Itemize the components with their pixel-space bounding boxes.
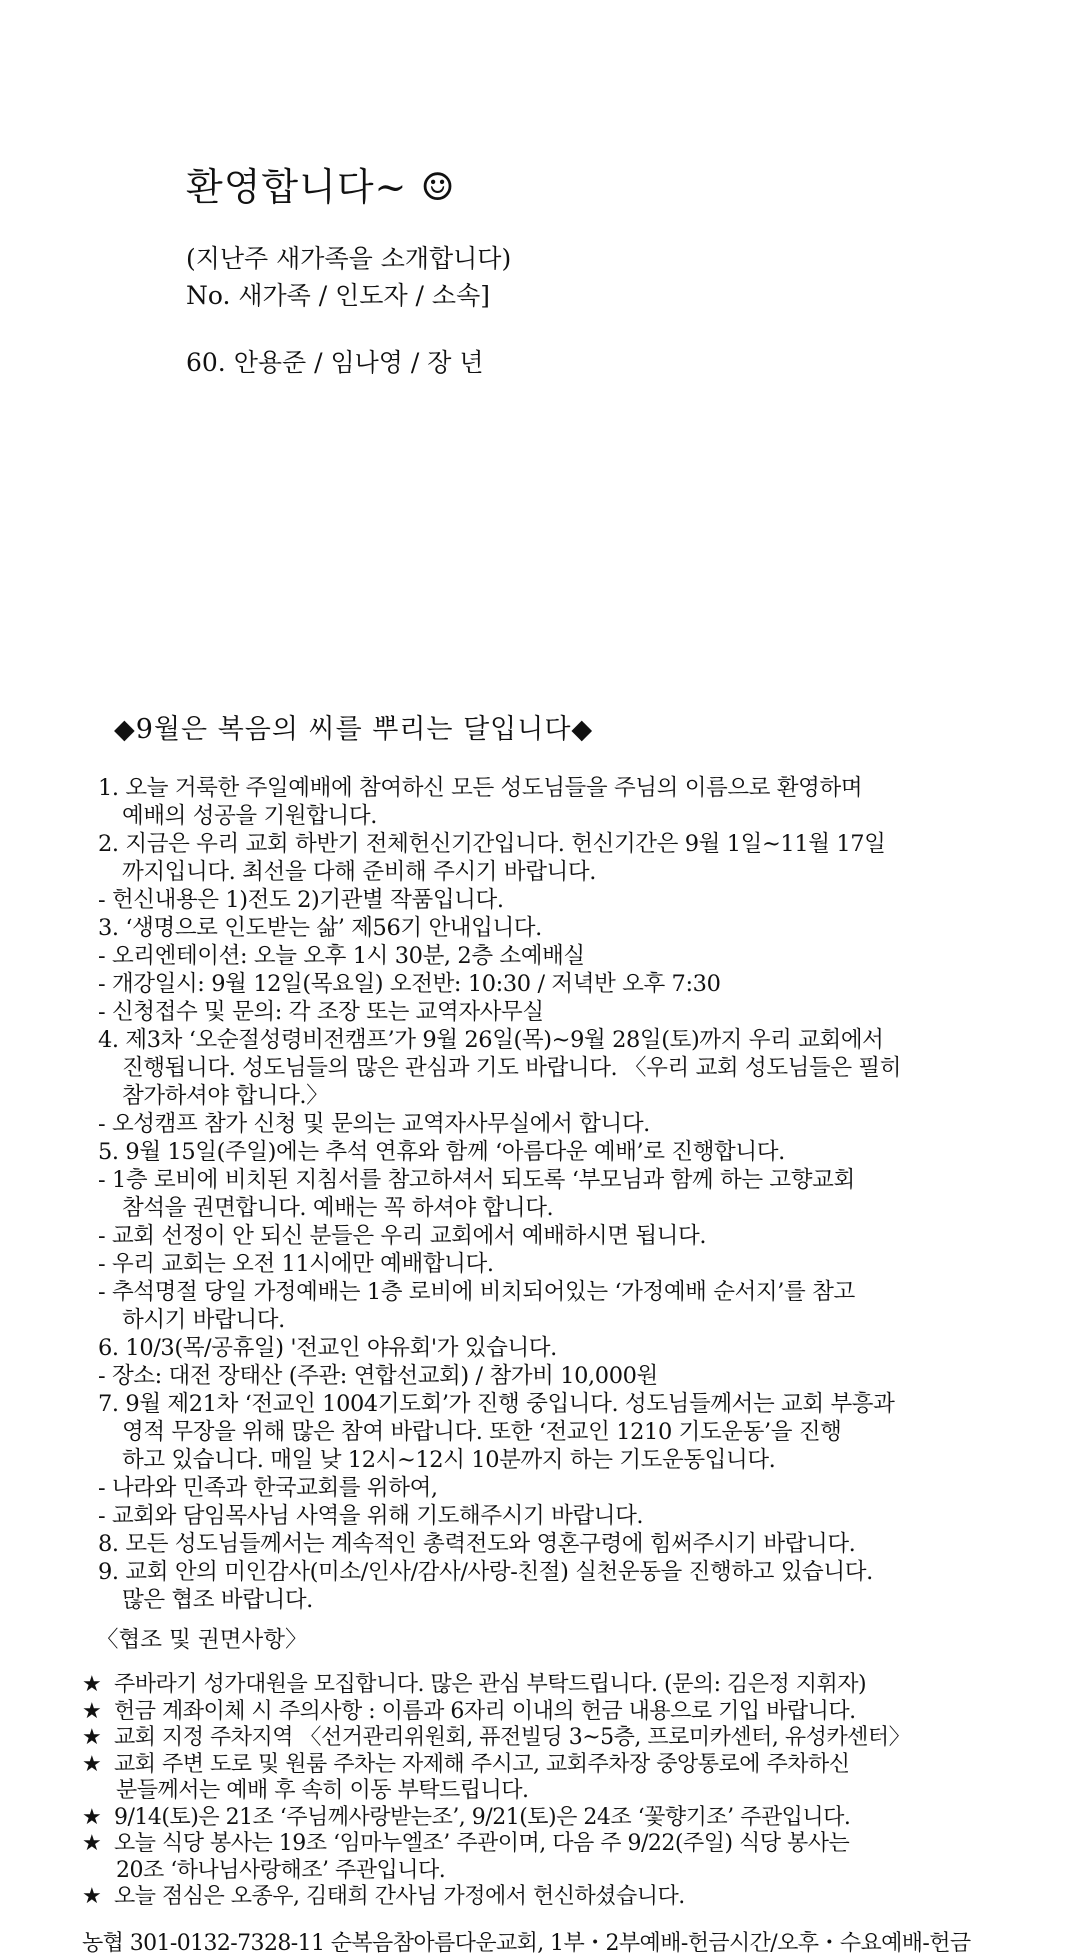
notice-item-3: 3. ‘생명으로 인도받는 삶’ 제56기 안내입니다. xyxy=(98,915,542,941)
welcome-section xyxy=(186,162,511,381)
notice-item-1: 1. 오늘 거룩한 주일예배에 참여하신 모든 성도님들을 주님의 이름으로 환영하며 xyxy=(98,775,863,801)
notice-subitem-cont: 하시기 바랍니다. xyxy=(122,1307,285,1333)
notice-item-7-cont: 하고 있습니다. 매일 낮 12시~12시 10분까지 하는 기도운동입니다. xyxy=(122,1447,776,1473)
notice-subitem: - 나라와 민족과 한국교회를 위하여, xyxy=(98,1475,438,1501)
notice-item-1-cont: 예배의 성공을 기원합니다. xyxy=(122,803,377,829)
cooperation-heading: 〈협조 및 권면사항〉 xyxy=(96,1627,308,1653)
new-family-entry: 60. 안용준 / 임나영 / 장 년 xyxy=(186,348,484,377)
notice-item-7-cont: 영적 무장을 위해 많은 참여 바랍니다. 또한 ‘전교인 1210 기도운동’을 진행 xyxy=(122,1419,842,1445)
cooperation-text: 오늘 점심은 오종우, 김태희 간사님 가정에서 헌신하셨습니다. xyxy=(114,1884,685,1909)
cooperation-item xyxy=(82,1805,976,1832)
notice-subitem: - 개강일시: 9월 12일(목요일) 오전반: 10:30 / 저녁반 오후 7:30 xyxy=(98,971,721,997)
cooperation-item xyxy=(82,1831,976,1858)
cooperation-item xyxy=(82,1725,976,1752)
cooperation-item-cont: 분들께서는 예배 후 속히 이동 부탁드립니다. xyxy=(116,1778,529,1803)
bank-account-info: 농협 301-0132-7328-11 순복음참아름다운교회, 1부・2부예배-헌금시간/오후・수요예배-헌금 xyxy=(82,1930,971,1956)
star-icon: ★ xyxy=(82,1672,102,1697)
notice-subitem: - 신청접수 및 문의: 각 조장 또는 교역자사무실 xyxy=(98,999,544,1025)
cooperation-item xyxy=(82,1884,976,1911)
notice-subitem: - 1층 로비에 비치된 지침서를 참고하셔서 되도록 ‘부모님과 함께 하는 고향교회 xyxy=(98,1167,855,1193)
cooperation-text: 교회 지정 주차지역 〈선거관리위원회, 퓨전빌딩 3~5층, 프로미카센터, 유성카센터〉 xyxy=(114,1725,911,1750)
cooperation-item xyxy=(82,1672,976,1699)
new-family-intro: (지난주 새가족을 소개합니다) xyxy=(186,244,512,273)
star-icon: ★ xyxy=(82,1804,102,1830)
cooperation-item-cont: 20조 ‘하나님사랑해조’ 주관입니다. xyxy=(116,1857,446,1883)
notice-section xyxy=(82,710,976,1959)
notice-subitem-cont: 참석을 권면합니다. 예배는 꼭 하셔야 합니다. xyxy=(122,1195,554,1221)
notice-item-2: 2. 지금은 우리 교회 하반기 전체헌신기간입니다. 헌신기간은 9월 1일~11월 17일 xyxy=(98,831,886,857)
notice-subitem: - 오리엔테이션: 오늘 오후 1시 30분, 2층 소예배실 xyxy=(98,943,585,969)
notice-item-2-cont: 까지입니다. 최선을 다해 준비해 주시기 바랍니다. xyxy=(122,859,596,885)
cooperation-text: 교회 주변 도로 및 원룸 주차는 자제해 주시고, 교회주차장 중앙통로에 주차하신 xyxy=(114,1751,850,1777)
star-icon: ★ xyxy=(82,1698,102,1724)
new-family-header: No. 새가족 / 인도자 / 소속] xyxy=(186,281,490,310)
cooperation-text: 오늘 식당 봉사는 19조 ‘임마누엘조’ 주관이며, 다음 주 9/22(주일) 식당 봉사는 xyxy=(114,1831,850,1856)
new-family-block xyxy=(186,240,511,381)
notice-item-9: 9. 교회 안의 미인감사(미소/인사/감사/사랑-친절) 실천운동을 진행하고 있습니다. xyxy=(98,1559,873,1585)
cooperation-text: 9/14(토)은 21조 ‘주님께사랑받는조’, 9/21(토)은 24조 ‘꽃향기조’ 주관입니다. xyxy=(114,1804,851,1830)
notice-item-9-cont: 많은 협조 바랍니다. xyxy=(122,1587,313,1613)
cooperation-text: 헌금 계좌이체 시 주의사항 : 이름과 6자리 이내의 헌금 내용으로 기입 바랍니다. xyxy=(114,1698,856,1724)
cooperation-item xyxy=(82,1699,976,1726)
notice-item-7: 7. 9월 제21차 ‘전교인 1004기도회’가 진행 중입니다. 성도님들께서는 교회 부흥과 xyxy=(98,1391,895,1417)
notice-subitem: - 우리 교회는 오전 11시에만 예배합니다. xyxy=(98,1251,494,1277)
cooperation-text: 주바라기 성가대원을 모집합니다. 많은 관심 부탁드립니다. (문의: 김은정 지휘자) xyxy=(114,1672,867,1697)
notice-subitem: - 장소: 대전 장태산 (주관: 연합선교회) / 참가비 10,000원 xyxy=(98,1363,658,1389)
notice-item-5: 5. 9월 15일(주일)에는 추석 연휴와 함께 ‘아름다운 예배’로 진행합니다. xyxy=(98,1139,785,1165)
notice-item-6: 6. 10/3(목/공휴일) '전교인 야유회'가 있습니다. xyxy=(98,1335,557,1361)
notice-item-4-cont: 진행됩니다. 성도님들의 많은 관심과 기도 바랍니다. 〈우리 교회 성도님들은 필히 xyxy=(122,1055,902,1081)
notice-subitem: - 오성캠프 참가 신청 및 문의는 교역자사무실에서 합니다. xyxy=(98,1111,650,1137)
notice-item-4: 4. 제3차 ‘오순절성령비전캠프’가 9월 26일(목)~9월 28일(토)까지 우리 교회에서 xyxy=(98,1027,884,1053)
notice-subitem: - 교회와 담임목사님 사역을 위해 기도해주시기 바랍니다. xyxy=(98,1503,644,1529)
notice-title: ◆9월은 복음의 씨를 뿌리는 달입니다◆ xyxy=(114,714,594,745)
notice-item-8: 8. 모든 성도님들께서는 계속적인 총력전도와 영혼구령에 힘써주시기 바랍니다. xyxy=(98,1531,856,1557)
star-icon: ★ xyxy=(82,1751,102,1777)
cooperation-item xyxy=(82,1752,976,1779)
notice-subitem: - 교회 선정이 안 되신 분들은 우리 교회에서 예배하시면 됩니다. xyxy=(98,1223,707,1249)
notice-item-4-cont: 참가하셔야 합니다.〉 xyxy=(122,1083,329,1109)
notice-subitem: - 추석명절 당일 가정예배는 1층 로비에 비치되어있는 ‘가정예배 순서지’를 참고 xyxy=(98,1279,855,1305)
star-icon: ★ xyxy=(82,1725,102,1750)
notice-subitem: - 헌신내용은 1)전도 2)기관별 작품입니다. xyxy=(98,887,504,913)
star-icon: ★ xyxy=(82,1884,102,1909)
star-icon: ★ xyxy=(82,1831,102,1856)
welcome-title: 환영합니다~ ☺ xyxy=(186,165,456,209)
